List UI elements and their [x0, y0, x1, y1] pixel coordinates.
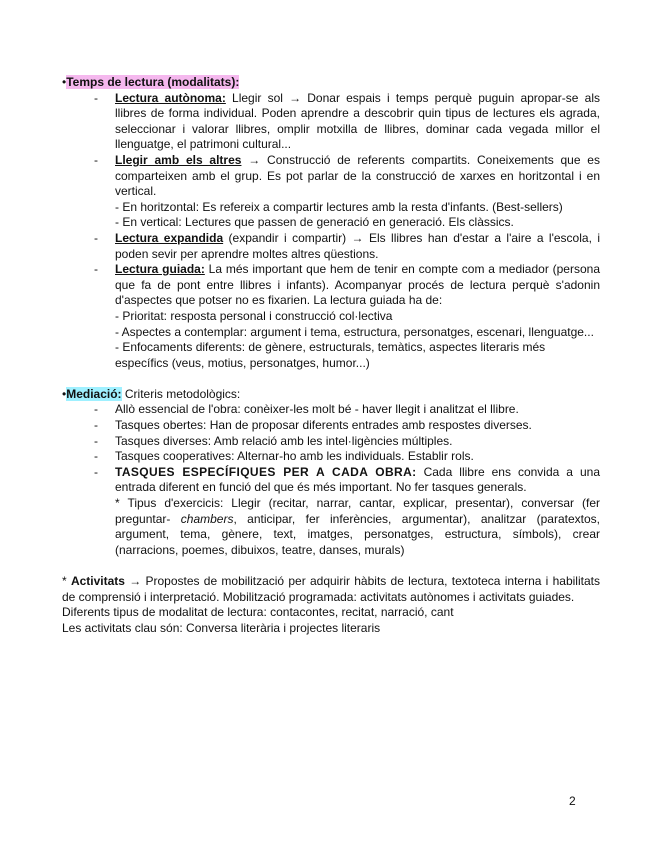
- section-temps-de-lectura: [62, 75, 600, 91]
- section-mediacio: [62, 387, 600, 403]
- section-heading: Temps de lectura (modalitats):: [66, 75, 240, 89]
- criteris-list: [62, 402, 600, 558]
- item-text: Cada llibre ens convida a una entrada diferent en funció del que és més important. No fer tasques generals.: [115, 464, 601, 495]
- term-lectura-autonoma: Lectura autònoma:: [115, 90, 226, 105]
- exercise-text: * Tipus d'exercicis: Llegir (recitar, narrar, cantar, explicar, presentar), conversar (fer preguntar-: [115, 496, 600, 526]
- sub-item: - Prioritat: resposta personal i construcció col·lectiva: [115, 308, 393, 323]
- section-subheading: Criteris metodològics:: [121, 386, 241, 401]
- bullet: •: [62, 386, 67, 401]
- list-item: [62, 153, 600, 231]
- term-llegir-amb-els-altres: Llegir amb els altres: [115, 152, 242, 167]
- sub-item: - En horitzontal: Es refereix a compartir lectures amb la resta d'infants. (Best-sellers): [115, 199, 563, 214]
- modalitats-list: [62, 91, 600, 372]
- activitats-text: → Propostes de mobilització per adquirir hàbits de lectura, textoteca interna i habilitats de comprensió i interpretació. Mobilització programada: activitats autònomes i activitats guiades.: [62, 574, 600, 604]
- list-item: [62, 262, 600, 371]
- list-item: - Tasques cooperatives: Alternar-ho amb les individuals. Establir rols.: [62, 449, 600, 465]
- star-marker: *: [62, 574, 71, 588]
- section-heading: Activitats: [70, 574, 125, 588]
- list-item: [62, 231, 600, 262]
- section-activitats: [62, 574, 600, 605]
- list-item: - Tasques diverses: Amb relació amb les intel·ligències múltiples.: [62, 434, 600, 450]
- list-item: - Allò essencial de l'obra: conèixer-les molt bé - haver llegit i analitzat el llibre.: [62, 402, 600, 418]
- exercise-text: , anticipar, fer inferències, argumentar), analitzar (paratextos, argument, tema, gènere, text, imatges, personatges, estructura, símbols), crear (narracions, poemes, dibuixos, teatre, danses, murals): [115, 511, 600, 557]
- list-item: [62, 91, 600, 153]
- text-line: Diferents tipus de modalitat de lectura: contacontes, recitat, narració, cant: [62, 605, 454, 620]
- bullet: •: [62, 75, 67, 89]
- sub-item: - En vertical: Lectures que passen de generació en generació. Els clàssics.: [115, 215, 514, 230]
- section-heading: Mediació:: [66, 386, 122, 401]
- exercise-types: [115, 496, 600, 558]
- sub-item: - Aspectes a contemplar: argument i tema, estructura, personatges, escenari, llenguatge...: [115, 324, 594, 339]
- sub-item: - Enfocaments diferents: de gènere, estructurals, temàtics, aspectes literaris més específics (veus, motius, personatges, humor...): [115, 340, 546, 370]
- document-page: [62, 75, 600, 636]
- exercise-emphasis: chambers: [180, 511, 234, 526]
- item-text: (expandir i compartir) → Els llibres han d'estar a l'aire a l'escola, i poden sevir per aprendre moltes altres qüestions.: [115, 230, 600, 261]
- term-lectura-guiada: Lectura guiada:: [115, 262, 205, 277]
- specific-tasks-title: TASQUES ESPECÍFIQUES PER A CADA OBRA:: [115, 464, 417, 479]
- list-item: [62, 465, 600, 559]
- list-item: - Tasques obertes: Han de proposar diferents entrades amb respostes diverses.: [62, 418, 600, 434]
- text-line: Les activitats clau són: Conversa literària i projectes literaris: [62, 620, 381, 635]
- item-text: Llegir sol → Donar espais i temps perquè puguin apropar-se als llibres de forma individual. Poden aprendre a descobrir quin tipus de lectures els agrada, seleccionar i valorar llibres, omplir motxilla de llibres, dominar cada vegada millor el llenguatge, el patrimoni cultural...: [115, 90, 600, 152]
- item-text: La més important que hem de tenir en compte com a mediador (persona que fa de pont entre llibres i infants). Acompanyar procés de lectura perquè s'adonin d'aspectes que potser no es fixarien. La lectura guiada ha de:: [115, 262, 600, 308]
- item-text: → Construcció de referents compartits. Coneixements que es comparteixen amb el grup. Es pot parlar de la construcció de xarxes en horitzontal i en vertical.: [115, 152, 600, 199]
- page-number: 2: [569, 794, 576, 808]
- term-lectura-expandida: Lectura expandida: [115, 230, 224, 245]
